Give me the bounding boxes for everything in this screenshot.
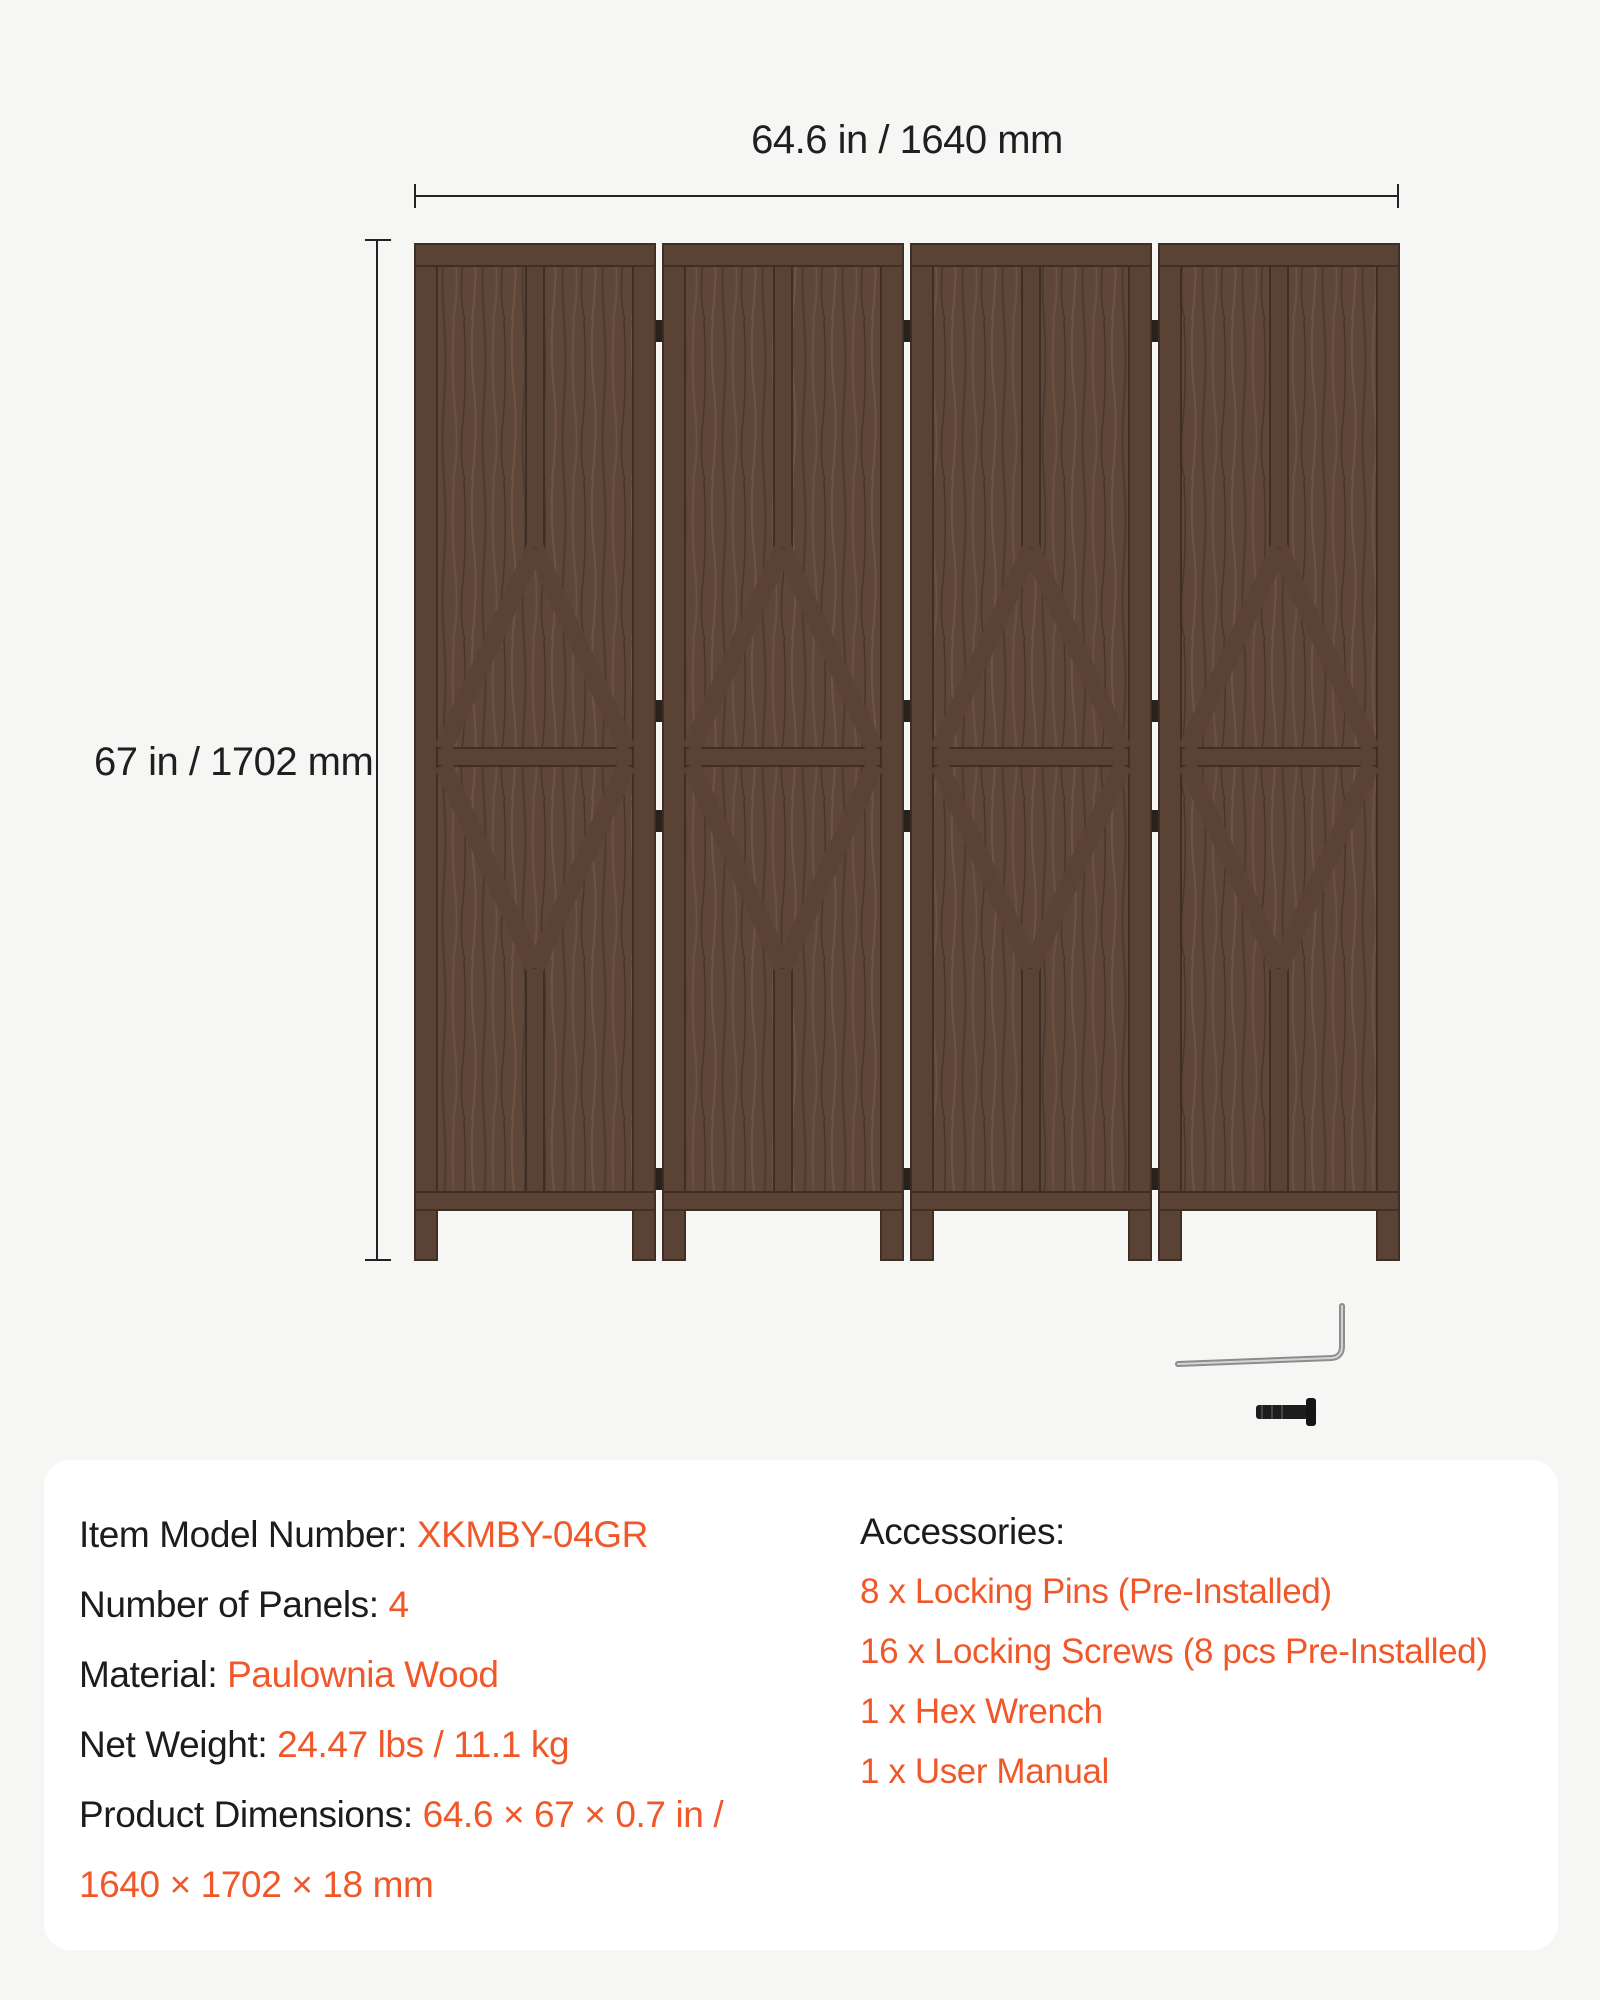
accessory-item: 8 x Locking Pins (Pre-Installed) xyxy=(860,1572,1332,1611)
hinge-icon xyxy=(904,1168,910,1190)
spec-label: Net Weight: xyxy=(79,1724,278,1765)
hinge-icon xyxy=(904,320,910,342)
spec-label: Material: xyxy=(79,1654,228,1695)
spec-card xyxy=(44,1460,1558,1950)
spec-panel-count xyxy=(79,1570,819,1640)
spec-label: Product Dimensions: xyxy=(79,1794,423,1835)
divider-panel xyxy=(911,244,1158,1260)
spec-value: 64.6 × 67 × 0.7 in / xyxy=(422,1794,724,1835)
hinge-icon xyxy=(1152,320,1158,342)
spec-model-number xyxy=(79,1500,819,1570)
divider-panel xyxy=(663,244,910,1260)
spec-dimensions-metric: 1640 × 1702 × 18 mm xyxy=(79,1864,434,1905)
spec-value: Paulownia Wood xyxy=(227,1654,499,1695)
hinge-icon xyxy=(1152,1168,1158,1190)
accessories-list xyxy=(860,1502,1550,1802)
screw-icon xyxy=(1256,1398,1316,1426)
height-dimension-label: 67 in / 1702 mm xyxy=(94,740,374,784)
accessory-item: 16 x Locking Screws (8 pcs Pre-Installed) xyxy=(860,1632,1488,1671)
accessories-title: Accessories: xyxy=(860,1511,1065,1552)
spec-value: XKMBY-04GR xyxy=(416,1514,648,1555)
hinge-icon xyxy=(656,700,662,722)
width-dimension-line xyxy=(415,184,1398,208)
spec-value: 24.47 lbs / 11.1 kg xyxy=(277,1724,570,1765)
spec-value: 4 xyxy=(388,1584,409,1625)
width-dimension-label: 64.6 in / 1640 mm xyxy=(751,118,1063,162)
hinge-icon xyxy=(904,810,910,832)
hex-wrench-icon xyxy=(1178,1306,1342,1364)
spec-net-weight xyxy=(79,1710,819,1780)
accessory-item: 1 x Hex Wrench xyxy=(860,1692,1103,1731)
hinge-icon xyxy=(656,1168,662,1190)
accessory-item: 1 x User Manual xyxy=(860,1752,1109,1791)
spec-dimensions xyxy=(79,1780,819,1850)
hinge-icon xyxy=(1152,810,1158,832)
spec-label: Item Model Number: xyxy=(79,1514,417,1555)
hinge-icon xyxy=(1152,700,1158,722)
hinge-icon xyxy=(904,700,910,722)
hinge-icon xyxy=(656,810,662,832)
spec-list xyxy=(79,1500,819,1920)
spec-label: Number of Panels: xyxy=(79,1584,389,1625)
divider-panel xyxy=(415,244,662,1260)
spec-material xyxy=(79,1640,819,1710)
divider-panel xyxy=(1159,244,1399,1260)
hinge-icon xyxy=(656,320,662,342)
divider-panels xyxy=(415,244,1399,1260)
